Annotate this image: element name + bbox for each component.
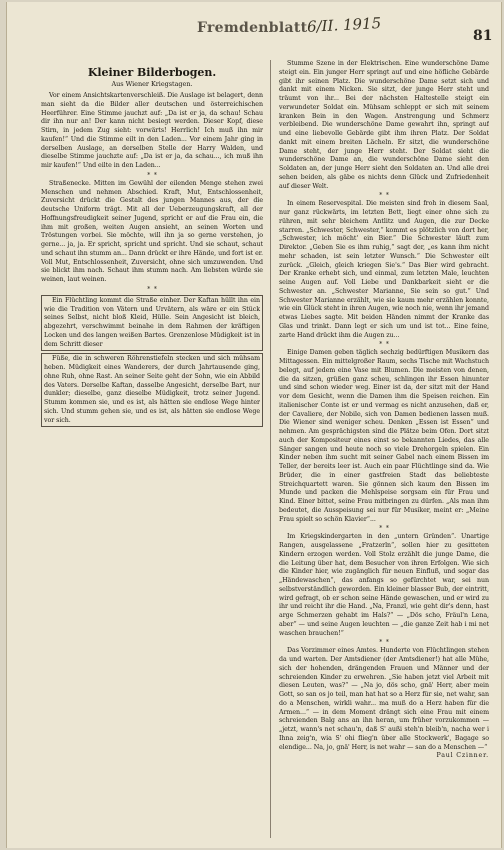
- vignette-office-anteroom: Das Vorzimmer eines Amtes. Hunderte von Flüchtlingen stehen da und warten. Der Amtsdiener (der Amtsdiener!) hat alle Mühe, sich der hohenden, drängenden Frauen und Männer und der schreienden Kinder zu erwehren. „Sie haben jetzt viel Arbeit mit diesen Leuten, was?“ — „Na jo, dös scho, gnä' Herr, aber mein Gott, so san os jo teil, man hat hat so a Herz für sie, net wahr, san do a Menschen, wirkli wahr... ma muß do a Herz haben für die Armen...“ — in dem Moment drängt sich eine Frau mit einem schreienden Balg ans an ihn heran, um früher vorzukommen — „jetzt, wann's net schau'n, daß S' außi steh'n bleib'n, nacha wer i Ihna zeig'n, wia S' ohi flieg'n über alle Stockwerk', Bagage so elendige... Na, jo, gnä' Herr, is net wahr — san do a Menschen —“: [279, 647, 489, 751]
- column-divider: [270, 60, 271, 838]
- section-separator: * *: [379, 341, 389, 349]
- vignette-tram: Stumme Szene in der Elektrischen. Eine wunderschöne Dame steigt ein. Ein junger Herr springt auf und eine höfliche Gebärde gibt ihr seinen Platz. Die wunderschöne Dame setzt sich und dankt mit einem Nicken. Sie sitzt, der junge Herr steht und träumt von ihr... Bei der nächsten Haltestelle steigt ein verwundeter Soldat ein. Mühsam schleppt er sich mit seinem kranken Bein in den Wagen. Anstrengung und Schmerz verbleibend. Die wunderschöne Dame gewahrt ihn, springt auf und eine liebevolle Gebärde gibt ihm ihren Platz. Der Soldat dankt mit einem breiten Lächeln. Er sitzt, die wunderschöne Dame steht, der junge Herr steht. Der Soldat sieht die wunderschöne Dame an, die wunderschöne Dame sieht den Soldaten an, der junge Herr sieht den Soldaten an. Und alle drei sehen beiden, als gäbe es nichts denn Glück und Zufriedenheit auf dieser Welt.: [279, 60, 489, 190]
- boxed-vignette-refugee: [41, 295, 263, 352]
- section-separator: * *: [379, 525, 389, 533]
- newspaper-clipping: [6, 2, 502, 848]
- handwritten-date: 6/II. 1915: [306, 14, 382, 36]
- section-separator: * *: [147, 285, 157, 293]
- boxed-vignette-refugee-continued: [41, 353, 263, 427]
- author-signature: Paul Czinner.: [436, 752, 489, 760]
- vignette-street-corner: Straßenecke. Mitten im Gewühl der eilenden Menge stehen zwei Menschen und nehmen Abschied. Kraft, Mut, Entschlossenheit, Zuversicht drückt die Gestalt des jungen Mannes aus, der die deutsche Uniform trägt. Mit all der Ueberzeugungskraft, all der Hoffnungsfreudigkeit seiner Jugend, spricht er auf die Frau ein, die ihm mit großen, weiten Augen ansieht, an seinen Worten und Tröstungen vorbei. Sie möchte, will ihn ja so gerne verstehen, jo gerne... ja, ja. Er spricht, spricht und spricht. Und sie schaut, schaut und schaut ihn stumm an... Dann drückt er ihre Hände, und fort ist er. Voll Mut, Entschlossenheit, Zuversicht, ohne sich umzuwenden. Und sie blickt ihm nach. Schaut ihm stumm nach. Am liebsten würde sie weinen, laut weinen.: [41, 179, 263, 283]
- vignette-reserve-hospital: In einem Reservespital. Die meisten sind froh in diesem Saal, nur ganz rückwärts, im letzten Bett, liegt einer ohne sich zu rühren, mit sehr bleichem Antlitz und Augen, die zur Decke starren. „Schwester, Schwester,“ kommt es plötzlich von dort her, „Schwester, ich möcht' ein Bier.“ Die Schwester läuft zum Direktor. „Geben Sie es ihm ruhig,“ sagt der, „es kann ihm nicht mehr schaden, ist sein letzter Wunsch.“ Die Schwester eilt zurück. „Gleich, gleich kriegen Sie's.“ Das Bier wird gebracht. Der Kranke erhebt sich, und einmal, zum letzten Male, leuchten seine Augen auf. Voll Liebe und Dankbarkeit sieht er die Schwester an. „Schwester Marianne, Sie sein so gut.“ Und Schwester Marianne erzählt, wie sie kaum mehr erzählen konnte, wie ein Glück steht in ihren Augen, wie noch nie, wenn ihr jemand etwas Liebes sagte. Mit beiden Händen nimmt der Kranke das Glas und trinkt. Dann legt er sich um und ist tot... Eine feine, zarte Hand drückt ihm die Augen zu...: [279, 200, 489, 339]
- vignette-kindergarten: Im Kriegskindergarten in den „untern Gründen“. Unartige Rangen, ausgelassene „Fratzerln“, sollen hier zu gesitteten Kindern erzogen werden. Voll Stolz erzählt die junge Dame, die die Leitung über hat, dem Besucher von ihren Erfolgen. Wie sich die Kinder hier, wie zugänglich für neuen Einfluß, und sogar das „Händewaschen“, das anfangs so gefürchtet war, sei nun selbstverständlich geworden. Ein kleiner blasser Bub, der eintritt, wird gefragt, ob er schon seine Hände gewaschen, und er wird zu ihr und reicht ihr die Hand. „Na, Franzl, wie geht dir's denn, hast arge Schmerzen gehabt im Hals?“ — „Dös scho, Fräul'n Lena, aber“ — und seine Augen leuchten — „die ganze Zeit hab i mi net waschen brauchen!“: [279, 533, 489, 637]
- section-separator: * *: [147, 171, 157, 179]
- page-number: 81: [473, 28, 493, 44]
- right-column: [279, 60, 489, 844]
- article-title: Kleiner Bilderbogen.: [87, 66, 217, 79]
- vignette-refugee: Ein Flüchtling kommt die Straße einher. Der Kaftan hüllt ihn ein wie die Tradition von Vätern und Urvätern, als wäre er ein Stück seines Selbst, nicht bloß Kleid, Hülle. Sein Angesicht ist bleich, abgezehrt, verschwimmt beinahe in dem Rahmen der kräftigen Locken und des langen weißen Bartes. Grenzenlose Müdigkeit ist in dem Schritt dieser: [44, 296, 260, 348]
- section-separator: * *: [379, 639, 389, 647]
- left-column: [41, 64, 263, 834]
- section-separator: * *: [379, 192, 389, 200]
- vignette-postcard-shop: Vor einem Ansichtskartenverschleiß. Die Auslage ist belagert, denn man sieht da die Bilder aller deutschen und österreichischen Heerführer. Eine Stimme jauchzt auf: „Da ist er ja, da schau! Schau dir ihn nur an! Der kann nicht besiegt werden. Dieser Kopf, diese Stirn, in jedem Zug sieht: vorwärts! Herrlich! Ich muß ihn mir kaufen!“ Und die Stimme eilt in den Laden... Vor einem Jahr ging in derselben Auslage, an derselben Stelle der Harry Walden, und dieselbe Stimme jauchzte auf: „Da ist er ja, da schau..., ich muß ihn mir kaufen!“ Und eilte in den Laden...: [41, 92, 263, 169]
- vignette-musicians-lunch: Einige Damen geben täglich sechzig bedürftigen Musikern das Mittagessen. Ein mittelgroßer Raum, sechs Tische mit Wachstuch belegt, auf jedem eine Vase mit Blumen. Die meisten von denen, die da sitzen, grüßen ganz scheu, schlingen ihr Essen hinunter und sind schon wieder weg. Einer ist da, der sitzt mit der Hand vor dem Gesicht, wenn die Damen ihm die Speisen reichen. Ein italienischer Conte ist er und vermag es nicht anzusehen, daß er, der Cavaliere, der Nobile, sich von Damen bedienen lassen muß. Die Wiener sind weniger scheu. Denken „Essen ist Essen“ und nehmen. Am gesprächigsten sind die Plätze beim Ofen. Dort sitzt auch der Kompositeur eines einst so bekannten Liedes, das alle Sänger sangen und heute noch so viele Drehorgeln spielen. Ein Kinder neben ihm sucht mit seiner Gabel nach einem Bissen im Teller, der bereits leer ist. Auch ein paar Flüchtlinge sind da. Wie Brüder, die in einer gastfreien Stadt das beliebteste Streichquartett waren. Sie gönnen sich kaum den Bissen im Munde und packen die Mehlspeise sorgsam ein für Frau und Kind. Einer bittet, seine Frau mitbringen zu dürfen. „Als man ihm bedeutet, die Ausspeisung sei nur für Musiker, meint er: „Meine Frau spielt so schön Klavier“...: [279, 349, 489, 523]
- vignette-refugee-continued: Füße, die in schweren Röhrenstiefeln stecken und sich mühsam heben. Müdigkeit eines Wanderers, der durch Jahrtausende ging, ohne Ruh, ohne Rast. An seiner Seite geht der Sohn, wie ein Abbild des Vaters. Derselbe Kaftan, dasselbe Angesicht, derselbe Bart, nur dunkler; dieselbe, ganz dieselbe Müdigkeit, trotz seiner Jugend. Stumm kommen sie, und es ist, als hätten sie endlose Wege hinter sich. Und stumm gehen sie, und es ist, als hätten sie endlose Wege vor sich.: [44, 355, 260, 424]
- article-subtitle: Aus Wiener Kriegstagen.: [111, 80, 193, 88]
- newspaper-masthead: Fremdenblatt: [197, 20, 308, 36]
